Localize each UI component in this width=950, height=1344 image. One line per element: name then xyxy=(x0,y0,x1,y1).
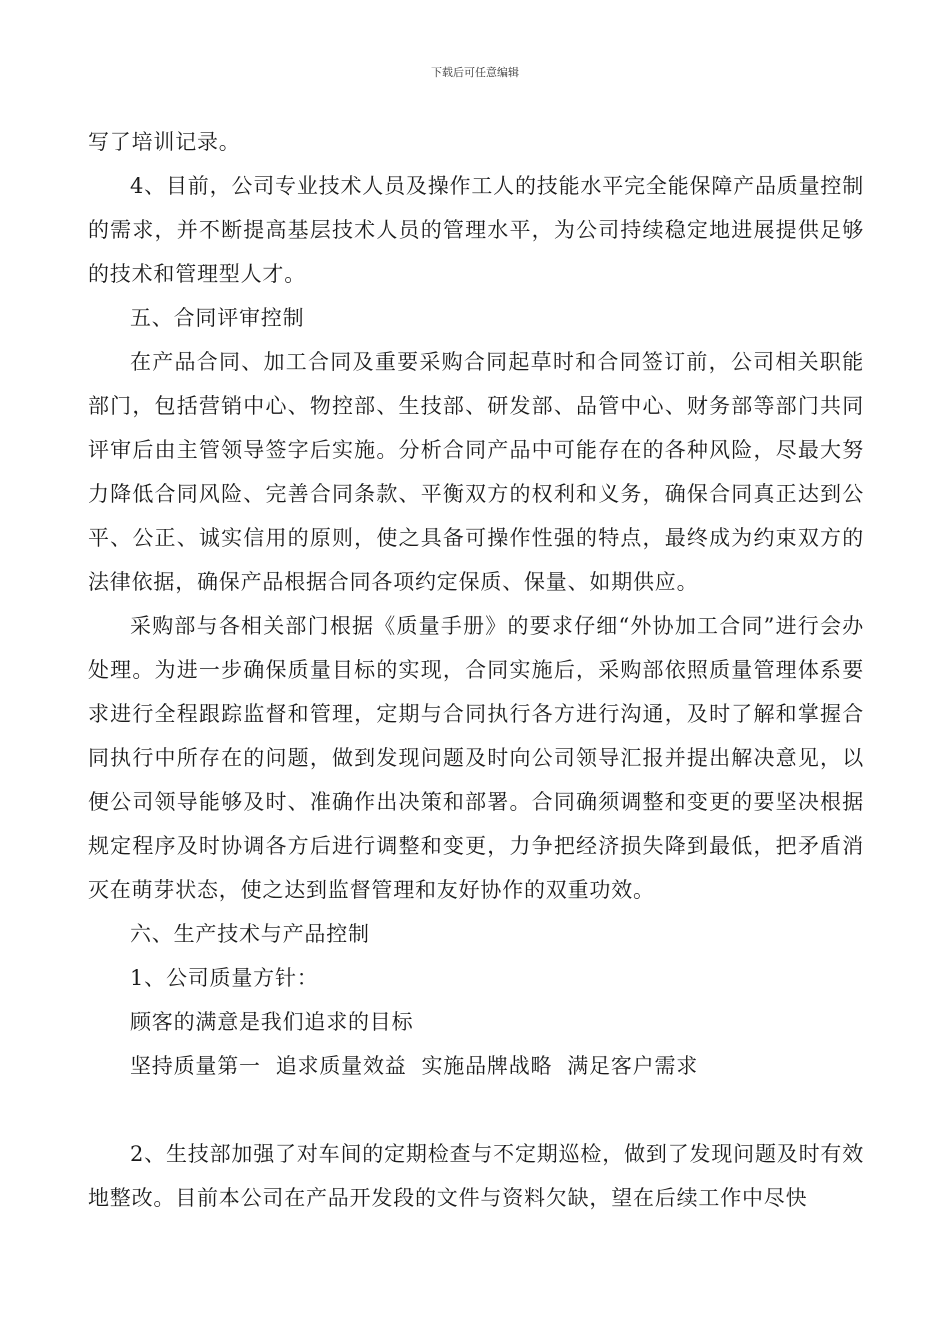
paragraph-procurement: 采购部与各相关部门根据《质量手册》的要求仔细“外协加工合同”进行会办处理。为进一步确保质量目标的实现，合同实施后，采购部依照质量管理体系要求进行全程跟踪监督和管理，定期与合同执行各方进行沟通，及时了解和掌握合同执行中所存在的问题，做到发现问题及时向公司领导汇报并提出解决意见，以便公司领导能够及时、准确作出决策和部署。合同确须调整和变更的要坚决根据规定程序及时协调各方后进行调整和变更，力争把经济损失降到最低，把矛盾消灭在萌芽状态，使之达到监督管理和友好协作的双重功效。 xyxy=(88,614,864,902)
blank-line xyxy=(88,1088,864,1132)
paragraph-contract-review: 在产品合同、加工合同及重要采购合同起草时和合同签订前，公司相关职能部门，包括营销中心、物控部、生技部、研发部、品管中心、财务部等部门共同评审后由主管领导签字后实施。分析合同产品中可能存在的各种风险，尽最大努力降低合同风险、完善合同条款、平衡双方的权利和义务，确保合同真正达到公平、公正、诚实信用的原则，使之具备可操作性强的特点，最终成为约束双方的法律依据，确保产品根据合同各项约定保质、保量、如期供应。 xyxy=(88,350,864,594)
paragraph-item-4: 4、目前，公司专业技术人员及操作工人的技能水平完全能保障产品质量控制的需求，并不断提高基层技术人员的管理水平，为公司持续稳定地进展提供足够的技术和管理型人才。 xyxy=(88,174,864,286)
paragraph-training-record: 写了培训记录。 xyxy=(88,130,241,154)
section-heading-production-control: 六、生产技术与产品控制 xyxy=(130,922,370,946)
document-body xyxy=(88,120,864,1220)
paragraph-quality-policy-slogans: 坚持质量第一 追求质量效益 实施品牌战略 满足客户需求 xyxy=(130,1054,699,1078)
section-heading-contract-review: 五、合同评审控制 xyxy=(130,306,305,330)
paragraph-item-2-inspection: 2、生技部加强了对车间的定期检查与不定期巡检，做到了发现问题及时有效地整改。目前本公司在产品开发段的文件与资料欠缺，望在后续工作中尽快 xyxy=(88,1142,864,1210)
paragraph-quality-policy-title: 1、公司质量方针： xyxy=(130,966,319,990)
page-header: 下载后可任意编辑 xyxy=(431,66,519,79)
paragraph-quality-policy-goal: 顾客的满意是我们追求的目标 xyxy=(130,1010,414,1034)
